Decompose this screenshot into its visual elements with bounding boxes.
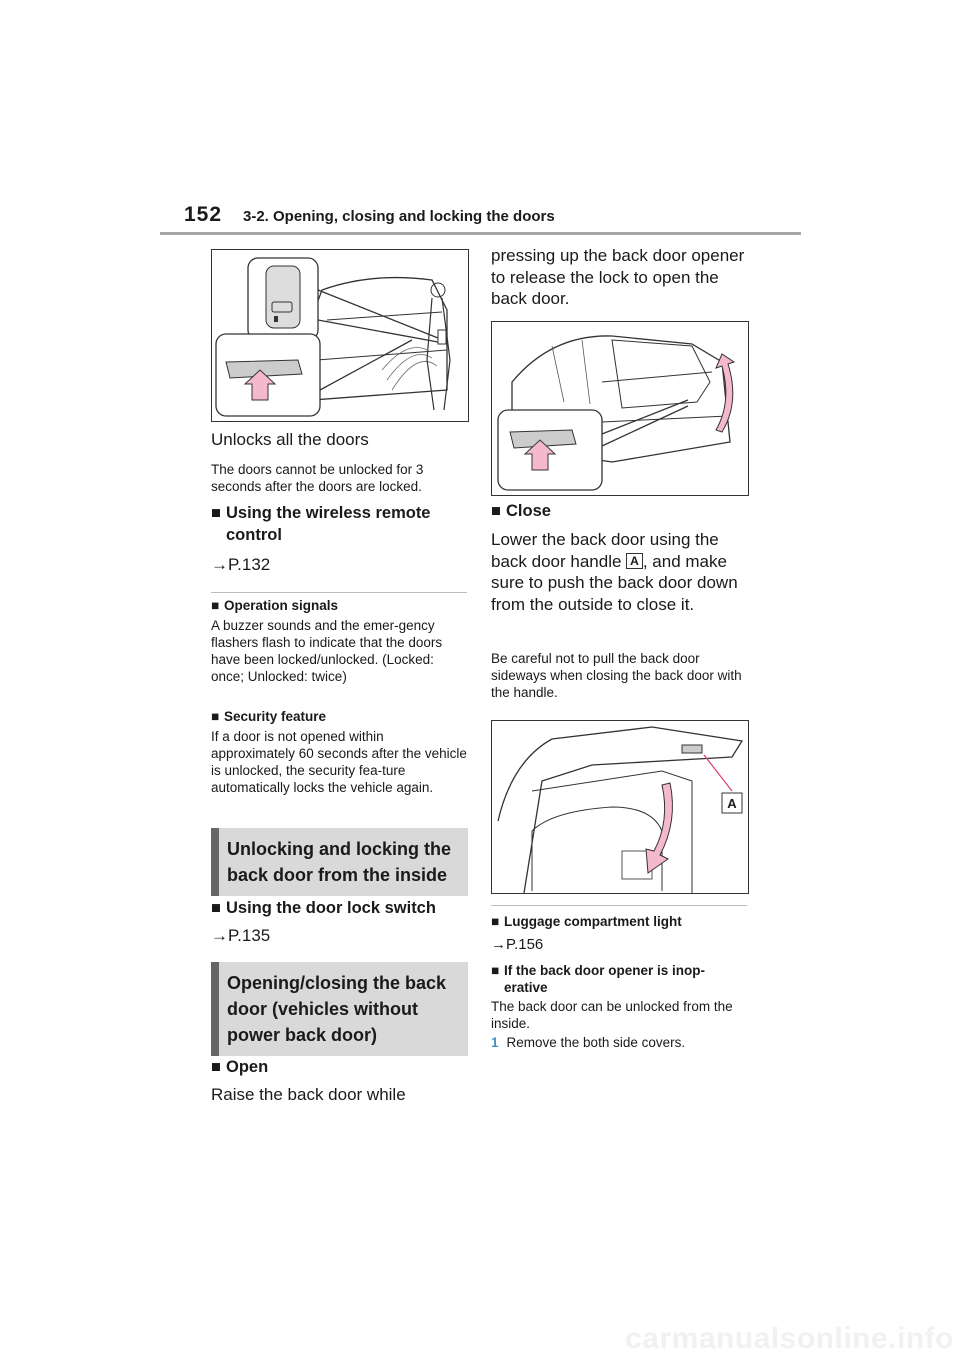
security-heading: ■ Security feature <box>211 709 327 724</box>
step-number: 1 <box>491 1035 499 1050</box>
close-text-part-2: , and make sure to push the back door down from the outside to close it. <box>491 551 738 614</box>
watermark-area <box>0 1318 960 1358</box>
inoperative-heading-text: If the back door opener is inop-erative <box>504 963 706 995</box>
close-text-block <box>491 529 751 615</box>
figure-opening-back-door <box>491 321 749 496</box>
step-text: Remove the both side covers. <box>506 1035 686 1050</box>
figure-1-illustration <box>212 250 468 421</box>
operation-signals-heading-text: Operation signals <box>224 598 339 613</box>
figure-label-a: A <box>727 796 737 811</box>
luggage-ref[interactable]: →P.156 <box>491 936 544 953</box>
unlock-note: The doors cannot be unlocked for 3 seconds after the doors are locked. <box>211 462 424 494</box>
open-text: Raise the back door while <box>211 1085 406 1104</box>
wireless-ref[interactable]: →P.132 <box>211 555 271 574</box>
figure-3-illustration <box>492 721 748 893</box>
open-heading-text: Open <box>226 1058 269 1076</box>
open-heading: ■ Open <box>211 1058 269 1076</box>
section-heading-back-door-inside: Unlocking and locking the back door from the inside <box>211 828 468 896</box>
close-text-part-1: Lower the back door using the back door handle <box>491 530 719 571</box>
security-heading-text: Security feature <box>224 709 327 724</box>
label-a-inline: A <box>626 553 643 569</box>
door-lock-switch-heading-text: Using the door lock switch <box>226 899 436 917</box>
header-rule <box>160 232 801 235</box>
inoperative-text: The back door can be unlocked from the inside. <box>491 999 733 1031</box>
figure-smart-key-back-door <box>211 249 469 422</box>
step-1 <box>491 1034 685 1051</box>
wireless-heading: ■ Using the wireless remote control <box>211 502 469 546</box>
page-number: 152 <box>184 203 223 226</box>
section-title: 3-2. Opening, closing and locking the doors <box>243 208 555 225</box>
open-text-continued: pressing up the back door opener to release the lock to open the back door. <box>491 246 745 308</box>
close-heading: ■ Close <box>491 502 551 520</box>
luggage-heading: ■ Luggage compartment light <box>491 914 682 929</box>
security-text: If a door is not opened within approximately 60 seconds after the vehicle is unlocked, the security fea-ture automatically locks the vehicle again. <box>211 729 467 795</box>
close-heading-text: Close <box>506 502 551 520</box>
operation-signals-text: A buzzer sounds and the emer-gency flashers flash to indicate that the doors have been locked/unlocked. (Locked: once; Unlocked: twice) <box>211 618 443 684</box>
section-heading-opening-closing: Opening/closing the back door (vehicles without power back door) <box>211 962 468 1056</box>
inoperative-heading: ■ If the back door opener is inop-erative <box>491 962 751 996</box>
wireless-heading-text: Using the wireless remote control <box>226 504 431 544</box>
divider <box>211 592 467 593</box>
door-lock-switch-ref[interactable]: →P.135 <box>211 926 271 945</box>
unlocks-text: Unlocks all the doors <box>211 430 369 449</box>
door-lock-switch-heading: ■ Using the door lock switch <box>211 899 436 917</box>
close-note: Be careful not to pull the back door sideways when closing the back door with the handle. <box>491 651 742 700</box>
divider-right <box>491 905 747 906</box>
figure-2-illustration <box>492 322 748 495</box>
watermark: carmanualsonline.info <box>625 1322 954 1355</box>
figure-closing-back-door <box>491 720 749 894</box>
luggage-heading-text: Luggage compartment light <box>504 914 682 929</box>
operation-signals-heading: ■ Operation signals <box>211 598 339 613</box>
